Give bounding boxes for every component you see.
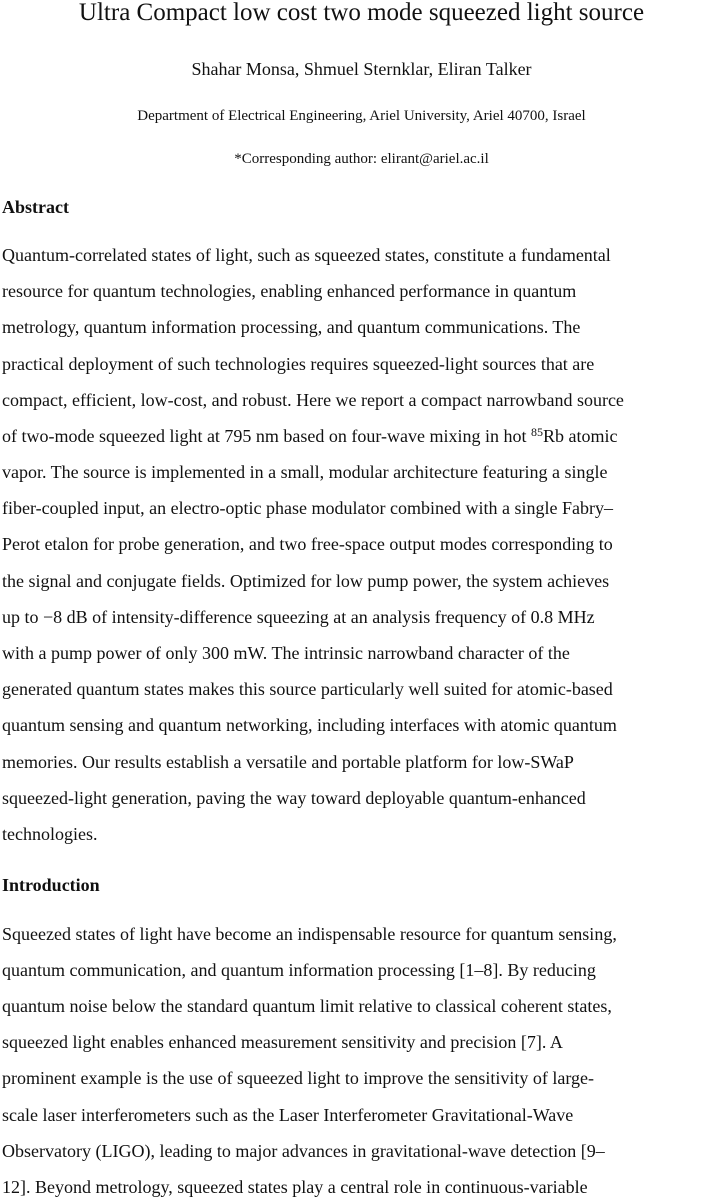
- abstract-line: up to −8 dB of intensity-difference squeezing at an analysis frequency of 0.8 MHz: [2, 607, 595, 627]
- rubidium-isotope-superscript: 85: [531, 425, 544, 439]
- corresponding-author: *Corresponding author: elirant@ariel.ac.il: [234, 151, 489, 167]
- abstract-line: metrology, quantum information processing, and quantum communications. The: [2, 317, 581, 337]
- abstract-line: practical deployment of such technologies requires squeezed-light sources that are: [2, 354, 595, 374]
- abstract-line: fiber-coupled input, an electro-optic phase modulator combined with a single Fabry–: [2, 498, 613, 518]
- introduction-line: prominent example is the use of squeezed light to improve the sensitivity of large-: [2, 1068, 595, 1088]
- abstract-line: technologies.: [2, 824, 98, 844]
- abstract-line-before-superscript: of two-mode squeezed light at 795 nm based on four-wave mixing in hot: [2, 426, 532, 446]
- abstract-line: memories. Our results establish a versatile and portable platform for low-SWaP: [2, 752, 574, 772]
- abstract-line: vapor. The source is implemented in a small, modular architecture featuring a single: [2, 462, 608, 482]
- abstract-line: [2, 424, 618, 448]
- abstract-line: Perot etalon for probe generation, and two free-space output modes corresponding to: [2, 534, 613, 554]
- abstract-line: compact, efficient, low-cost, and robust. Here we report a compact narrowband source: [2, 390, 624, 410]
- introduction-line: quantum communication, and quantum information processing [1–8]. By reducing: [2, 960, 596, 980]
- abstract-line: squeezed-light generation, paving the way toward deployable quantum-enhanced: [2, 788, 586, 808]
- abstract-line: resource for quantum technologies, enabling enhanced performance in quantum: [2, 281, 577, 301]
- abstract-heading: Abstract: [2, 197, 69, 217]
- abstract-line: the signal and conjugate fields. Optimized for low pump power, the system achieves: [2, 571, 610, 591]
- introduction-line: Squeezed states of light have become an indispensable resource for quantum sensing,: [2, 924, 617, 944]
- introduction-line: quantum noise below the standard quantum limit relative to classical coherent states,: [2, 996, 612, 1016]
- abstract-line: Quantum-correlated states of light, such as squeezed states, constitute a fundamental: [2, 245, 611, 265]
- introduction-line: Observatory (LIGO), leading to major advances in gravitational-wave detection [9–: [2, 1141, 605, 1161]
- affiliation: Department of Electrical Engineering, Ariel University, Ariel 40700, Israel: [137, 108, 586, 124]
- abstract-line: generated quantum states makes this source particularly well suited for atomic-based: [2, 679, 613, 699]
- introduction-line: scale laser interferometers such as the Laser Interferometer Gravitational-Wave: [2, 1105, 574, 1125]
- introduction-line: squeezed light enables enhanced measurement sensitivity and precision [7]. A: [2, 1032, 563, 1052]
- paper-title: Ultra Compact low cost two mode squeezed light source: [78, 0, 645, 26]
- abstract-line: quantum sensing and quantum networking, including interfaces with atomic quantum: [2, 715, 617, 735]
- introduction-heading: Introduction: [2, 875, 100, 895]
- introduction-line: 12]. Beyond metrology, squeezed states play a central role in continuous-variable: [2, 1177, 588, 1197]
- author-list: Shahar Monsa, Shmuel Sternklar, Eliran Talker: [191, 59, 532, 79]
- abstract-line-after-superscript: Rb atomic: [543, 426, 618, 446]
- abstract-line: with a pump power of only 300 mW. The intrinsic narrowband character of the: [2, 643, 570, 663]
